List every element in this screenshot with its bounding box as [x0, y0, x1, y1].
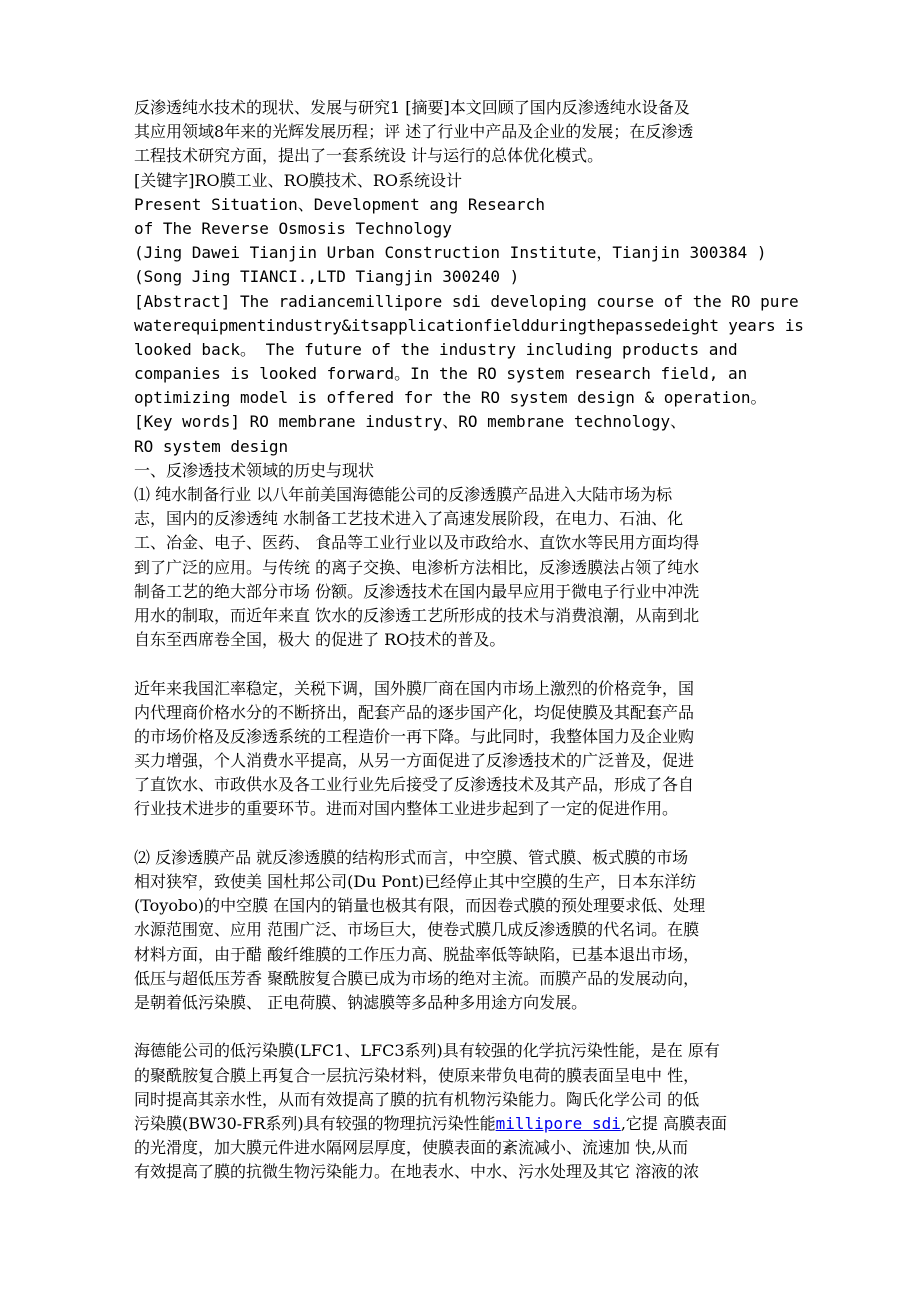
paragraph-line: (Toyobo)的中空膜 在国内的销量也极其有限，而因卷式膜的预处理要求低、处理	[134, 896, 706, 916]
paragraph-line: 近年来我国汇率稳定，关税下调，国外膜厂商在国内市场上激烈的价格竞争，国	[134, 678, 695, 698]
abstract-line: 工程技术研究方面，提出了一套系统设 计与运行的总体优化模式。	[134, 146, 604, 166]
paragraph-line: 工、冶金、电子、医药、 食品等工业行业以及市政给水、直饮水等民用方面均得	[134, 533, 700, 553]
paragraph-line: 有效提高了膜的抗微生物污染能力。在地表水、中水、污水处理及其它 溶液的浓	[134, 1162, 700, 1182]
paragraph-market-trend	[134, 677, 796, 822]
paragraph-low-fouling-membranes	[134, 1039, 796, 1184]
paragraph-line: 制备工艺的绝大部分市场 份额。反渗透技术在国内最早应用于微电子行业中冲洗	[134, 581, 700, 601]
paragraph-spacer	[134, 652, 796, 676]
english-abstract-line: looked back。 The future of the industry including products and	[134, 339, 738, 359]
paragraph-line: ⑵ 反渗透膜产品 就反渗透膜的结构形式而言，中空膜、管式膜、板式膜的市场	[134, 847, 689, 867]
paragraph-line: 的聚酰胺复合膜上再复合一层抗污染材料，使原来带负电荷的膜表面呈电中 性，	[134, 1065, 700, 1085]
english-abstract-line: companies is looked forward。In the RO system research field, an	[134, 364, 748, 384]
link-prefix-text: 污染膜(BW30-FR系列)具有较强的物理抗污染性能	[134, 1113, 496, 1133]
english-abstract-line: [Abstract] The radiancemillipore sdi developing course of the RO pure	[134, 291, 799, 311]
english-abstract-line: waterequipmentindustry&itsapplicationfieldduringthepassedeight years is	[134, 315, 804, 335]
paragraph-membrane-products	[134, 846, 796, 1015]
paragraph-line: 相对狭窄，致使美 国杜邦公司(Du Pont)已经停止其中空膜的生产，日本东洋纺	[134, 872, 697, 891]
link-suffix-text: ,它提 高膜表面	[620, 1113, 728, 1133]
title-abstract-block	[134, 96, 796, 193]
paragraph-line: 水源范围宽、应用 范围广泛、市场巨大，使卷式膜几成反渗透膜的代名词。在膜	[134, 920, 700, 940]
paragraph-water-industry	[134, 483, 796, 652]
paragraph-line: 了直饮水、市政供水及各工业行业先后接受了反渗透技术及其产品，形成了各自	[134, 775, 695, 795]
keywords-line: [关键字]RO膜工业、RO膜技术、RO系统设计	[134, 170, 462, 190]
english-keywords-line: RO system design	[134, 436, 289, 456]
paragraph-spacer	[134, 1015, 796, 1039]
paragraph-line: 的光滑度，加大膜元件进水隔网层厚度，使膜表面的紊流减小、流速加 快,从而	[134, 1138, 689, 1158]
paragraph-line: 内代理商价格水分的不断挤出，配套产品的逐步国产化，均促使膜及其配套产品	[134, 702, 695, 722]
english-keywords-line: [Key words] RO membrane industry、RO membrane technology、	[134, 412, 687, 432]
english-abstract-block	[134, 193, 804, 459]
paragraph-line: 志，国内的反渗透纯 水制备工艺技术进入了高速发展阶段，在电力、石油、化	[134, 509, 684, 529]
abstract-line: 其应用领域8年来的光辉发展历程；评 述了行业中产品及企业的发展；在反渗透	[134, 122, 694, 142]
title-line: 反渗透纯水技术的现状、发展与研究1 [摘要]本文回顾了国内反渗透纯水设备及	[134, 98, 690, 117]
document-body	[134, 96, 804, 1184]
paragraph-line: 买力增强，个人消费水平提高，从另一方面促进了反渗透技术的广泛普及，促进	[134, 751, 695, 771]
paragraph-line: 用水的制取，而近年来直 饮水的反渗透工艺所形成的技术与消费浪潮，从南到北	[134, 605, 700, 625]
paragraph-line-with-link	[134, 1112, 796, 1136]
paragraph-line: 海德能公司的低污染膜(LFC1、LFC3系列)具有较强的化学抗污染性能，是在 原有	[134, 1041, 720, 1061]
english-abstract-line: optimizing model is offered for the RO system design & operation。	[134, 388, 767, 408]
english-title-line: Present Situation、Development ang Research	[134, 194, 545, 214]
paragraph-line: ⑴ 纯水制备行业 以八年前美国海德能公司的反渗透膜产品进入大陆市场为标	[134, 485, 673, 504]
paragraph-line: 低压与超低压芳香 聚酰胺复合膜已成为市场的绝对主流。而膜产品的发展动向，	[134, 968, 700, 988]
paragraph-line: 到了广泛的应用。与传统 的离子交换、电渗析方法相比，反渗透膜法占领了纯水	[134, 557, 700, 577]
section-heading: 一、反渗透技术领域的历史与现状	[134, 460, 375, 480]
paragraph-line: 同时提高其亲水性，从而有效提高了膜的抗有机物污染能力。陶氏化学公司 的低	[134, 1089, 700, 1109]
paragraph-line: 自东至西席卷全国，极大 的促进了 RO技术的普及。	[134, 630, 506, 650]
paragraph-line: 是朝着低污染膜、 正电荷膜、钠滤膜等多品种多用途方向发展。	[134, 992, 588, 1012]
paragraph-spacer	[134, 822, 796, 846]
paragraph-line: 的市场价格及反渗透系统的工程造价一再下降。与此同时，我整体国力及企业购	[134, 726, 695, 746]
paragraph-line: 材料方面，由于醋 酸纤维膜的工作压力高、脱盐率低等缺陷，已基本退出市场，	[134, 944, 700, 964]
paragraph-line: 行业技术进步的重要环节。进而对国内整体工业进步起到了一定的促进作用。	[134, 799, 679, 819]
author-affiliation-line: (Song Jing TIANCI.,LTD Tiangjin 300240 )	[134, 267, 520, 287]
millipore-sdi-link[interactable]: millipore sdi	[495, 1113, 621, 1133]
english-title-line: of The Reverse Osmosis Technology	[134, 218, 452, 238]
author-affiliation-line: (Jing Dawei Tianjin Urban Construction Institute，Tianjin 300384 )	[134, 243, 767, 263]
